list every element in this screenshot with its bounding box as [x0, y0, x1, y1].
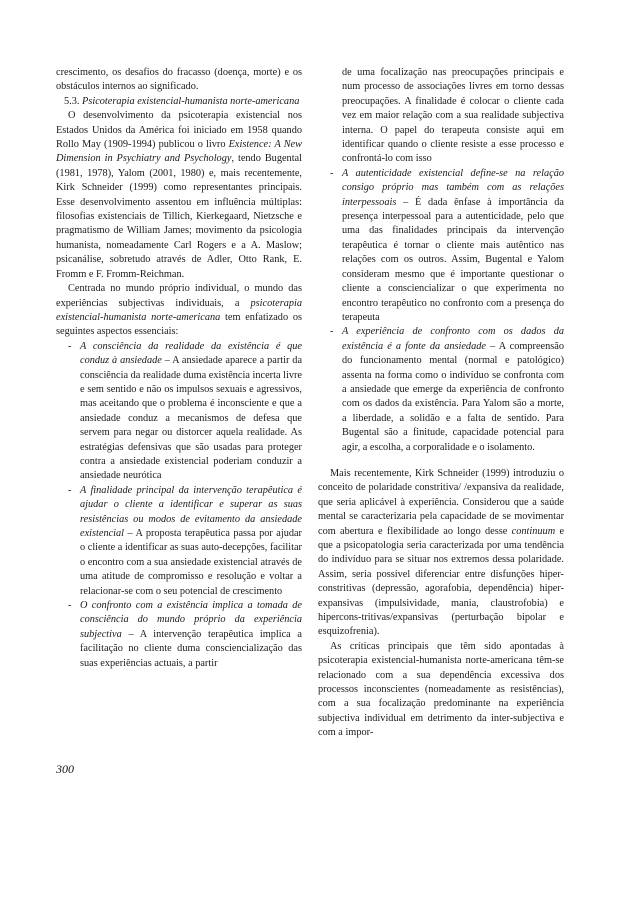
list-item-italic: A finalidade principal da intervenção terapêutica é ajudar o cliente a identificar e superar as suas resistências ou modos de evitamento da ansiedade existencial: [80, 484, 302, 539]
list-item-continuation: [318, 66, 564, 167]
list-item-text: – A proposta terapêutica passa por ajudar o cliente a identificar as suas auto-decepções, facilitar o encontro com a sua ansiedade existencial através de uma atitude de compromisso e resolução e voltar a relacionar-se com o seu potencial de crescimento: [80, 528, 302, 597]
list-item-text: de uma focalização nas preocupações principais e num processo de associações livres em torno dessas preocupações. A finalidade é colocar o cliente cada vez em maior relação com a sua realidade subjectiva interna. O papel do terapeuta consiste aqui em identificar quando o cliente resiste a esse processo e confrontá-lo com isso: [342, 67, 564, 165]
paragraph-history-rest: , tendo Bugental (1981, 1978), Yalom (2001, 1980) e, mais recentemente, Kirk Schneider (1999) como representantes principais. Esse desenvolvimento assentou em influência múltiplas: filosofias existenciais de Tillich, Kierkegaard, Nietzsche e pragmatismo de William James; movimento da psicologia humanista, nomeadamente Carl Rogers e a A. Maslow; psicanálise, sobretudo através de Adler, Otto Rank, E. Fromm e F. Fromm-Reichman.: [56, 153, 302, 280]
paragraph-criticism: As críticas principais que têm sido apontadas à psicoterapia existencial-humanista norte-americana têm-se relacionado com a sua dependência excessiva dos processos inconscientes (nomeadamente as resistências), com a sua focalização predominante na experiência subjectiva individual em detrimento da inter-subjectiva e com a impor-: [318, 640, 564, 739]
paragraph-aspects-italic: psicoterapia existencial-humanista norte-americana: [56, 297, 303, 323]
paragraph-polarity-text: Mais recentemente, Kirk Schneider (1999) introduziu o conceito de polaridade constritiva/ /expansiva da realidade, que seria aplicável à experiência. Considerou que a saúde mental se caracterizaria pela capacidade de se movimentar com abertura e flexibilidade ao longo desse: [318, 467, 564, 537]
book-title: Existence: A New Dimension in Psychiatry and Psychology: [56, 139, 302, 165]
list-item-text: – É dada ênfase à importância da presença interpessoal para a autenticidade, pelo que uma das finalidades principais da intervenção terapêutica é tornar o cliente mais autêntico nas relações com os outros. Assim, Bugental e Yalom consideram mesmo que é importante questionar o cliente a consciencializar o que experimenta no encontro terapêutico no confronto com a presença do terapeuta: [342, 196, 564, 323]
paragraph-history-text: O desenvolvimento da psicoterapia existencial nos Estados Unidos da América foi iniciado em 1958 quando Rollo May (1909-1994) publicou o livro: [56, 110, 302, 151]
list-item: - A experiência de confronto com os dados da existência é a fonte da ansiedade – A compreensão do funcionamento mental (normal e patológico) assenta na forma como o indivíduo se confronta com a ansiedade que emerge da experiência de confronto com os dados da existência. Para Yalom são a morte, a liberdade, a solidão e a falta de sentido. Para Bugental são a finitude, capacidade potencial para agir, a escolha, a corporalidade e o isolamento.: [330, 326, 564, 453]
list-item-italic: A experiência de confronto com os dados da existência é a fonte da ansiedade: [342, 326, 564, 352]
paragraph-history: [56, 109, 302, 282]
list-item-text: – A intervenção terapêutica implica a facilitação no cliente duma consciencialização das suas experiências actuais, a partir: [80, 628, 302, 669]
paragraph-aspects-rest: tem enfatizado os seguintes aspectos essenciais:: [56, 311, 302, 338]
paragraph-aspects: [56, 282, 302, 340]
section-number: 5.3.: [64, 95, 80, 107]
list-item: - A finalidade principal da intervenção terapêutica é ajudar o cliente a identificar e superar as suas resistências ou modos de evitamento da ansiedade existencial – A proposta terapêutica passa por ajudar o cliente a identificar as suas auto-decepções, facilitar o encontro com a sua ansiedade existencial através de uma atitude de compromisso e resolução e voltar a relacionar-se com o seu potencial de crescimento: [68, 484, 302, 597]
section-heading: [56, 95, 302, 109]
continuum-term: continuum: [511, 525, 556, 537]
list-item: - O confronto com a existência implica a tomada de consciência do mundo próprio da experiência subjectiva – A intervenção terapêutica implica a facilitação no cliente duma consciencialização das suas experiências actuais, a partir: [68, 600, 302, 669]
list-item-italic: O confronto com a existência implica a tomada de consciência do mundo próprio da experiência subjectiva: [80, 600, 302, 640]
paragraph-aspects-text: Centrada no mundo próprio individual, o mundo das experiências subjectivas individuais, a: [56, 283, 302, 309]
paragraph-intro: crescimento, os desafios do fracasso (doença, morte) e os obstáculos internos ao significado.: [56, 67, 302, 93]
paragraph-polarity-rest: e que a psicopatologia seria caracterizada por uma tendência do indivíduo para se situar nos extremos dessa polaridade. Assim, seria possível diferenciar entre disfunções hiper-constritivas (depressão, agorafobia, dependência) hiper-expansivas (impulsividade, mania, claustrofobia) e hipercons-tritivas/expansivas (perturbação bipolar e esquizofrenia).: [318, 525, 565, 638]
list-item-italic: A consciência da realidade da existência é que conduz à ansiedade: [80, 340, 302, 367]
list-item: - A consciência da realidade da existência é que conduz à ansiedade – A ansiedade aparece a partir da consciência da realidade duma existência incerta livre e sem sentido e não os impulsos sexuais e agressivos, mas aceitando que o problema é inconsciente e que a ansiedade conduz a mecanismos de defesa que servem para negar ou distorcer aquela realidade. As estratégias defensivas que são usadas para proteger contra a ansiedade existencial poderiam conduzir a ansiedade neurótica: [68, 340, 303, 482]
left-column: [56, 66, 302, 671]
right-column: [318, 66, 564, 741]
list-item-text: – A ansiedade aparece a partir da consciência da realidade duma existência incerta livre e sem sentido e não os impulsos sexuais e agressivos, mas aceitando que o problema é inconsciente e que a ansiedade conduz a mecanismos de defesa que servem para negar ou distorcer aquela realidade. As estratégias defensivas que são usadas para proteger contra a ansiedade existencial poderiam conduzir a ansiedade neurótica: [80, 355, 303, 482]
section-title: Psicoterapia existencial-humanista norte-americana: [82, 95, 300, 107]
paragraph-polarity: [318, 467, 564, 640]
list-item-text: – A compreensão do funcionamento mental (normal e patológico) assenta na forma como o indivíduo se confronta com a ansiedade que emerge da experiência de confronto com os dados da existência. Para Yalom são a morte, a liberdade, a solidão e a falta de sentido. Para Bugental são a finitude, capacidade potencial para agir, a escolha, a corporalidade e o isolamento.: [342, 340, 564, 453]
page-number: 300: [56, 762, 74, 776]
list-item: - A autenticidade existencial define-se na relação consigo próprio mas também com as relações interpessoais – É dada ênfase à importância da presença interpessoal para a autenticidade, pelo que uma das finalidades principais da intervenção terapêutica é tornar o cliente mais autêntico nas relações com os outros. Assim, Bugental e Yalom consideram mesmo que é importante questionar o cliente a consciencializar o que experimenta no encontro terapêutico no confronto com a presença do terapeuta: [330, 167, 564, 323]
list-item-italic: A autenticidade existencial define-se na relação consigo próprio mas também com as relações interpessoais: [342, 167, 564, 208]
